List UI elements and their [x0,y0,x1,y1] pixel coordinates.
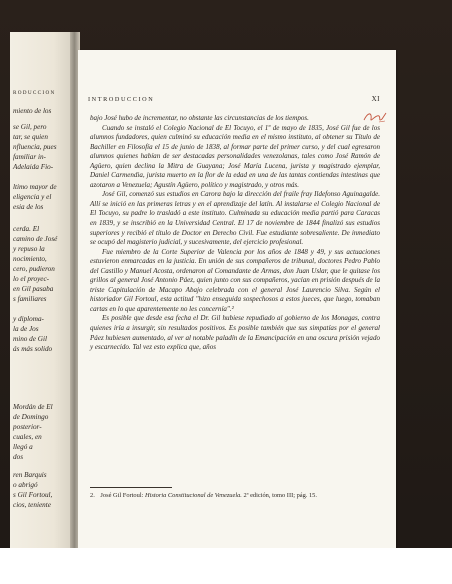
left-page-header: RODUCCION [13,90,56,96]
page-number: XI [371,95,380,103]
left-page-fragment: la de Jos [13,325,39,333]
left-page-fragment: se Gil, pero [13,123,47,131]
left-page-fragment: Adelaida Fio- [13,163,54,171]
left-page-fragment: ren Barquis [13,471,47,479]
left-page-fragment: llegó a [13,443,33,451]
left-page-fragment: posterior- [13,423,42,431]
footnote-number: 2. [90,492,95,499]
paragraph: Cuando se instaló el Colegio Nacional de El Tocuyo, el 1º de mayo de 1835, José Gil fue de los alumnos fundadores, quien culminó su educación media en el mismo instituto, al obtener su Título de Bachiller en Filosofía el 15 de junio de 1838, al formar parte del primer curso, y del cual egresaron alumnos quienes habían de ser destacadas personalidades venezolanas, tales como José Ramón de Agüero, quien declina la Mitra de Guayana; José María Lucena, jurista y magistrado ejemplar, Daniel Carmendia, jurista muerto en la flor de la edad en una de las tantas contiendas intestinas que azotaron a Venezuela; Agustín Agüero, político y magistrado, y otros más. [90,123,380,189]
running-head-title: INTRODUCCION [88,96,155,103]
left-page-fragment: tar, se quien [13,133,48,141]
left-page-fragment: eligencia y el [13,193,52,201]
paragraph: José Gil, comenzó sus estudios en Carora bajo la dirección del fraile fray Ildefonso Aguinagalde. Allí se inició en las primeras letras y en el aprendizaje del latín. Al instalarse el Colegio Nacional de El Tocuyo, su padre lo trasladó a este instituto. Culminada su educación media partió para Caracas en 1839, y se inscribió en la Universidad Central. El 17 de noviembre de 1844 finalizó sus estudios superiores y recibió el título de Doctor en Derecho Civil. Fue estudiante sobresaliente. De inmediato se ocupó del magisterio judicial, y sucesivamente, del ejercicio profesional. [90,190,380,247]
left-page-fragment: en Gil pasaba [13,285,54,293]
footnote-details: 2ª edición, tomo III; pág. 15. [243,492,317,499]
paragraph: Fue miembro de la Corte Superior de Valencia por los años de 1848 y 49, y sus actuaciones estuvieron enmarcadas en la justicia. En unión de sus compañeros de tribunal, doctores Pedro Pablo del Castillo y Manuel Acosta, ordenaron al Comandante de Armas, don Juan Uslar, que le quitase los grillos al general José Antonio Páez, quien junto con sus compañeros, yacían en prisión después de la triste Capitulación de Macapo Abajo celebrada con el general José Laurencio Silva. Según el historiador Gil Fortoul, esta actitud "hizo enseguida sospechosos a estos jueces, que luego, tomaban cartas en lo que aparentemente no les concernía".² [90,247,380,313]
left-page-fragment: cios, teniente [13,501,51,509]
footnote [90,492,376,500]
left-page-fragment: y repuso la [13,245,45,253]
left-page-fragment: nocimiento, [13,255,47,263]
running-header [88,95,380,103]
left-page-fragment: cerda. El [13,225,40,233]
paragraph: bajo José hubo de incrementar, no obstante las circunstancias de los tiempos. [90,114,309,122]
footnote-rule [90,487,172,488]
left-page-fragment: camino de José [13,235,58,243]
left-page-fragment: esia de los [13,203,44,211]
right-page [78,50,396,550]
left-page-fragment: dos [13,453,23,461]
left-page-fragment: cuales, en [13,433,42,441]
left-page-fragment: nfluencia, pues [13,143,57,151]
left-page-fragment: ltimo mayor de [13,183,57,191]
paragraph: Es posible que desde esa fecha el Dr. Gil hubiese repudiado al gobierno de los Monagas, contra quienes iría a insurgir, sin resultados positivos. Es posible también que sus simpatías por el general Páez hubiesen aumentado, al ver al notable paladín de la Emancipación en una oscura prisión vejado y escarnecido. Tal vez esto explica que, años [90,314,380,352]
left-page-fragment: cero, pudieron [13,265,55,273]
left-page-fragment: de Domingo [13,413,49,421]
left-page-fragment: s Gil Fortoul, [13,491,53,499]
body-text [90,114,380,353]
left-page-fragment: ás más solido [13,345,53,353]
left-page-fragment: y diploma- [13,315,44,323]
left-page-fragment: mino de Gil [13,335,47,343]
footnote-title: Historia Constitucional de Venezuela. [144,492,242,499]
photo-bottom-margin [0,548,452,584]
left-page [10,32,72,560]
left-page-fragment: Mordán de El [13,403,53,411]
left-page-fragment: s familiares [13,295,47,303]
footnote-author: José Gil Fortoul: [100,492,144,499]
left-page-fragment: familiar in- [13,153,46,161]
left-page-fragment: miento de los [13,107,52,115]
left-page-fragment: lo el proyec- [13,275,50,283]
left-page-fragment: o abrigó [13,481,38,489]
